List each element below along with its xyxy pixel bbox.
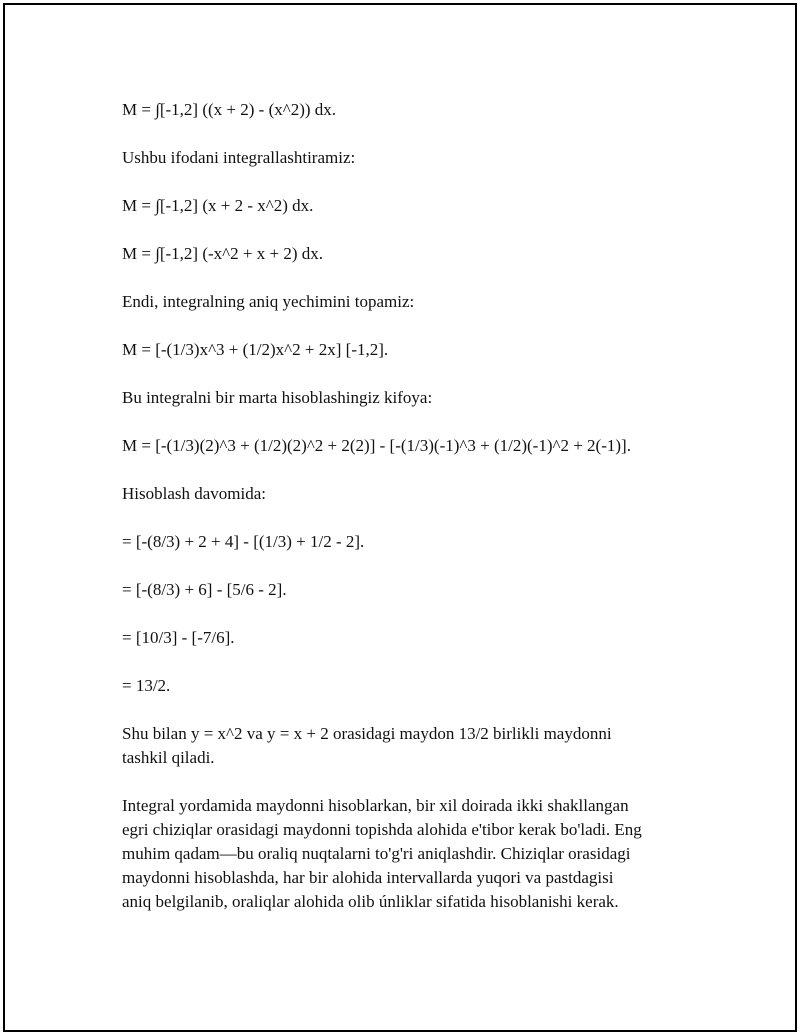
instruction-line: Hisoblash davomida: xyxy=(122,484,267,503)
instruction-line: Ushbu ifodani integrallashtiramiz: xyxy=(122,148,356,167)
calculation-result: = 13/2. xyxy=(122,676,171,695)
integral-reordered-line: M = ∫[-1,2] (-x^2 + x + 2) dx. xyxy=(122,244,323,263)
conclusion-paragraph: Shu bilan y = x^2 va y = x + 2 orasidagi maydon 13/2 birlikli maydonni tashkil qiladi. xyxy=(122,724,612,767)
antiderivative-line: M = [-(1/3)x^3 + (1/2)x^2 + 2x] [-1,2]. xyxy=(122,340,389,359)
instruction-line: Endi, integralning aniq yechimini topamiz: xyxy=(122,292,415,311)
calculation-step: = [-(8/3) + 2 + 4] - [(1/3) + 1/2 - 2]. xyxy=(122,532,365,551)
closing-paragraph: Integral yordamida maydonni hisoblarkan, bir xil doirada ikki shakllangan egri chiziqlar orasidagi maydonni topishda alohida e'tibor kerak bo'ladi. Eng muhim qadam—bu oraliq nuqtalarni to'g'ri aniqlashdir. Chiziqlar orasidagi maydonni hisoblashda, har bir alohida intervallarda yuqori va pastdagisi aniq belgilanib, oraliqlar alohida olib únliklar sifatida hisoblanishi kerak. xyxy=(122,796,642,911)
instruction-line: Bu integralni bir marta hisoblashingiz kifoya: xyxy=(122,388,433,407)
document-body xyxy=(122,98,682,938)
integral-setup-line: M = ∫[-1,2] ((x + 2) - (x^2)) dx. xyxy=(122,100,337,119)
integral-simplified-line: M = ∫[-1,2] (x + 2 - x^2) dx. xyxy=(122,196,314,215)
evaluation-line: M = [-(1/3)(2)^3 + (1/2)(2)^2 + 2(2)] - [-(1/3)(-1)^3 + (1/2)(-1)^2 + 2(-1)]. xyxy=(122,436,631,455)
page-frame xyxy=(3,3,797,1032)
calculation-step: = [-(8/3) + 6] - [5/6 - 2]. xyxy=(122,580,287,599)
calculation-step: = [10/3] - [-7/6]. xyxy=(122,628,235,647)
